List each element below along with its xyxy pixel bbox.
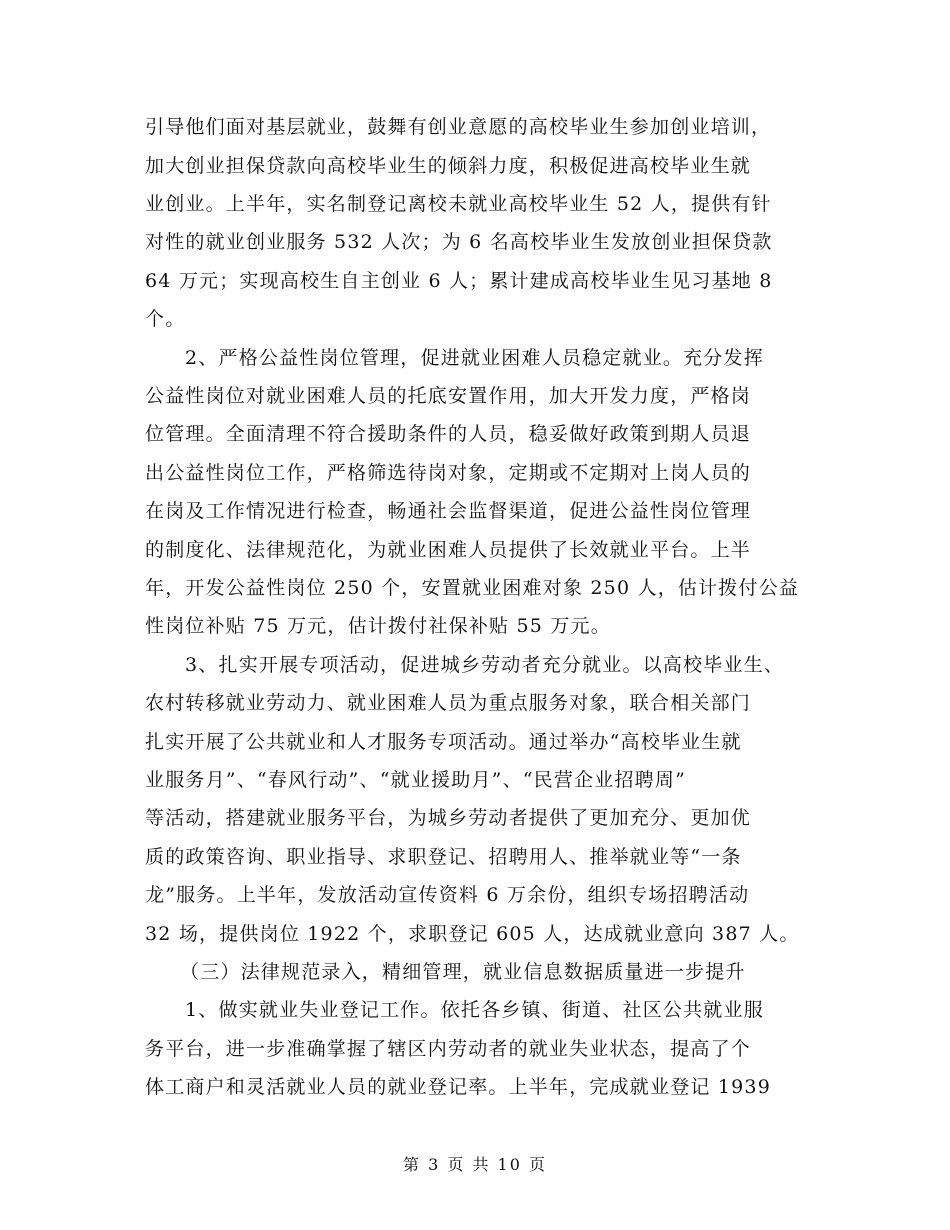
text-line: 出公益性岗位工作，严格筛选待岗对象，定期或不定期对上岗人员的 bbox=[145, 462, 752, 484]
text-line: 加大创业担保贷款向高校毕业生的倾斜力度，积极促进高校毕业生就 bbox=[145, 155, 752, 177]
text-line: 64 万元；实现高校生自主创业 6 人；累计建成高校毕业生见习基地 8 bbox=[145, 270, 773, 292]
text-line: 业创业。上半年，实名制登记离校未就业高校毕业生 52 人，提供有针 bbox=[145, 193, 772, 215]
page-number-footer: 第 3 页 共 10 页 bbox=[403, 1155, 547, 1174]
text-line: 对性的就业创业服务 532 人次；为 6 名高校毕业生发放创业担保贷款 bbox=[145, 231, 773, 253]
text-line: 的制度化、法律规范化，为就业困难人员提供了长效就业平台。上半 bbox=[145, 539, 752, 561]
text-line: 务平台，进一步准确掌握了辖区内劳动者的就业失业状态，提高了个 bbox=[145, 1038, 752, 1060]
text-line: 业服务月”、“春风行动”、“就业援助月”、“民营企业招聘周” bbox=[145, 769, 686, 791]
text-line: 质的政策咨询、职业指导、求职登记、招聘用人、推举就业等“一条 bbox=[145, 846, 742, 868]
text-line: 龙”服务。上半年，发放活动宣传资料 6 万余份，组织专场招聘活动 bbox=[145, 884, 750, 906]
text-line: 等活动，搭建就业服务平台，为城乡劳动者提供了更加充分、更加优 bbox=[145, 807, 752, 829]
section-heading: （三）法律规范录入，精细管理，就业信息数据质量进一步提升 bbox=[180, 961, 746, 983]
text-line: 个。 bbox=[145, 308, 186, 330]
text-line: 在岗及工作情况进行检查，畅通社会监督渠道，促进公益性岗位管理 bbox=[145, 500, 752, 522]
text-line: 体工商户和灵活就业人员的就业登记率。上半年，完成就业登记 1939 bbox=[145, 1076, 771, 1098]
text-line: 年，开发公益性岗位 250 个，安置就业困难对象 250 人，估计拨付公益 bbox=[145, 577, 800, 599]
text-line: 引导他们面对基层就业，鼓舞有创业意愿的高校毕业生参加创业培训， bbox=[145, 116, 772, 138]
text-line: 位管理。全面清理不符合援助条件的人员，稳妥做好政策到期人员退 bbox=[145, 423, 752, 445]
text-line: 农村转移就业劳动力、就业困难人员为重点服务对象，联合相关部门 bbox=[145, 692, 752, 714]
text-line: 性岗位补贴 75 万元，估计拨付社保补贴 55 万元。 bbox=[145, 615, 611, 637]
paragraph-start-line: 2、严格公益性岗位管理，促进就业困难人员稳定就业。充分发挥 bbox=[185, 347, 764, 369]
text-line: 32 场，提供岗位 1922 个，求职登记 605 人，达成就业意向 387 人。 bbox=[145, 923, 800, 945]
text-line: 扎实开展了公共就业和人才服务专项活动。通过举办“高校毕业生就 bbox=[145, 731, 742, 753]
paragraph-start-line: 1、做实就业失业登记工作。依托各乡镇、街道、社区公共就业服 bbox=[185, 999, 764, 1021]
paragraph-start-line: 3、扎实开展专项活动，促进城乡劳动者充分就业。以高校毕业生、 bbox=[185, 654, 785, 676]
text-line: 公益性岗位对就业困难人员的托底安置作用，加大开发力度，严格岗 bbox=[145, 385, 752, 407]
